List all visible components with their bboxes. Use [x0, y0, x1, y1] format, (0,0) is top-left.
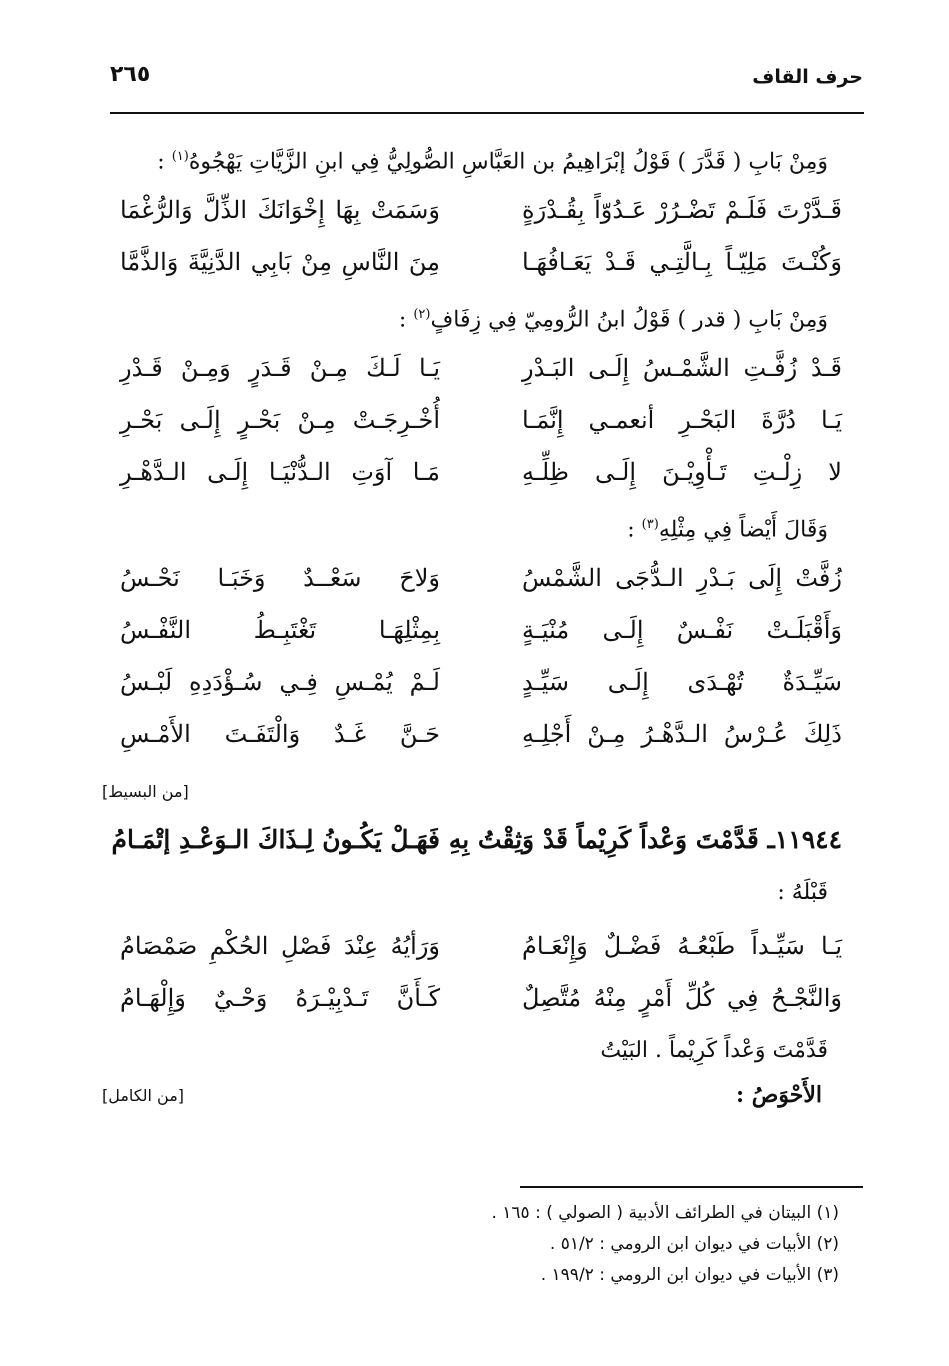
verse-second-hemistich: وَسَمَتْ بِهَا إِخْوَانَكَ الذِّلَّ وَالرُّغْمَا	[120, 196, 440, 224]
verse-line	[120, 342, 842, 394]
section-intro: وَقَالَ أَيْضاً فِي مِثْلِهِ$^{(٣)}$ :	[627, 517, 828, 543]
numbered-verse	[111, 814, 842, 866]
header-rule	[110, 112, 864, 114]
footnote: (٢) الأبيات في ديوان ابن الرومي : ٥١/٢ .	[549, 1234, 839, 1254]
poet-row	[102, 1078, 842, 1118]
verse-first-hemistich: قَـدْ زُفَّـتِ الشَّمْـسُ إِلَـى البَـدْرِ	[522, 354, 842, 382]
verse-first-hemistich: يَـا سَيِّـداً طَبْعُـهُ فَضْـلٌ وَإِنْعَـامُ	[522, 932, 842, 960]
verse-line	[120, 236, 842, 288]
verse-second-hemistich: يَـا لَـكَ مِـنْ قَـدَرٍ وَمِـنْ قَـدْرِ	[120, 354, 440, 382]
verse-line	[120, 184, 842, 236]
verse-first-hemistich: وَأَقْبَلَـتْ نَفْـسٌ إِلَـى مُنْيَـةٍ	[522, 616, 842, 644]
verse-line	[120, 656, 842, 708]
verse-second-hemistich: وَرَأيُهُ عِنْدَ فَصْلِ الحُكْمِ صَمْصَامُ	[120, 932, 440, 960]
spacer	[120, 760, 842, 774]
verse-first-hemistich: سَيِّـدَةٌ تُهْـدَى إِلَـى سَيِّـدٍ	[522, 668, 842, 696]
footnotes	[279, 1198, 839, 1291]
verse-first-hemistich: ذَلِكَ عُـرْسُ الـدَّهْـرُ مِـنْ أَجْلِـهِ	[522, 720, 842, 748]
page-body	[102, 130, 842, 1118]
verse-line	[120, 394, 842, 446]
verse-second-hemistich: مِنَ النَّاسِ مِنْ بَابِي الدَّنِيَّةَ وَالذَّمَّا	[120, 248, 440, 276]
footnote: (١) البيتان في الطرائف الأدبية ( الصولي ) : ١٦٥ .	[491, 1203, 839, 1223]
footnote: (٣) الأبيات في ديوان ابن الرومي : ١٩٩/٢ .	[540, 1265, 839, 1285]
page-number: ٢٦٥	[110, 62, 151, 87]
verse-second-hemistich: مَـا آوَتِ الـدُّنْيَـا إِلَـى الـدَّهْـرِ	[120, 458, 440, 486]
meter-row	[102, 774, 842, 814]
running-title: حرف القاف	[752, 66, 863, 88]
verse-line	[120, 552, 842, 604]
verse-first-hemistich: زُفَّتْ إِلَى بَـدْرِ الـدُّجَى الشَّمْسُ	[522, 564, 842, 592]
verse-first-hemistich: ١١٩٤٤ـ قَدَّمْتَ وَعْداً كَرِيْماً قَدْ وَثِقْتُ بِهِ	[448, 825, 842, 854]
poet-name: الأَحْوَصُ :	[735, 1082, 822, 1108]
footnote-ref[interactable]: (٢)	[413, 307, 431, 322]
closing-line: قَدَّمْتَ وَعْداً كَرِيْماً . البَيْتُ	[600, 1038, 828, 1063]
footnote-ref[interactable]: (١)	[171, 149, 189, 164]
section-intro: وَمِنْ بَابِ ( قَدَّرَ ) قَوْلُ إبْرَاهِيمُ بن العَبَّاسِ الصُّولِيُّ فِي ابنِ الزَّيَّاتِ يَهْجُوهُ$^{(١)}$ :	[157, 149, 828, 175]
verse-first-hemistich: يَـا دُرَّةَ البَحْـرِ أنعمـي إِنَّمَـا	[522, 406, 842, 434]
verse-second-hemistich: حَـنَّ غَـدٌ وَالْتَفَـتَ الأَمْـسِ	[120, 720, 440, 748]
verse-second-hemistich: أُخْـرِجَـتْ مِـنْ بَحْـرٍ إِلَـى بَحْـرِ	[120, 406, 440, 434]
section-intro: وَمِنْ بَابِ ( قدر ) قَوْلُ ابنُ الرُّومِيّ فِي زِفَافٍ$^{(٢)}$ :	[398, 307, 828, 333]
footnote-rule	[520, 1186, 863, 1188]
verse-line	[120, 920, 842, 972]
verse-first-hemistich: وَكُنْـتَ مَلِيّـاً بِـالَّتِـي قَـدْ يَعَـافُهَـا	[522, 248, 842, 276]
running-header	[110, 62, 863, 102]
meter-label: [من الكامل]	[102, 1086, 185, 1105]
verse-line	[120, 708, 842, 760]
meter-label: [من البسيط]	[102, 782, 189, 801]
verse-line	[120, 604, 842, 656]
verse-second-hemistich: لَـمْ يُمْـسِ فِـي سُـؤْدَدِهِ لَبْـسُ	[120, 668, 440, 696]
verse-first-hemistich: قَـدَّرْتَ فَلَـمْ تَضْـرُرْ عَـدُوّاً بِقُـدْرَةٍ	[522, 196, 842, 224]
verse-second-hemistich: كَـأَنَّ تَـدْبِيْـرَهُ وَحْـيٌ وَإِلْهَـامُ	[120, 984, 440, 1012]
verse-line	[120, 446, 842, 498]
verse-second-hemistich: بِمِثْلِهَـا تَغْتَبِـطُ النَّفْـسُ	[120, 616, 440, 644]
verse-first-hemistich: وَالنَّجْـحُ فِي كُلِّ أَمْرٍ مِنْهُ مُتَّصِلٌ	[522, 984, 842, 1012]
before-label: قَبْلَهُ :	[777, 880, 828, 905]
verse-first-hemistich: لا زِلْـتِ تَـأْوِيْـنَ إِلَـى ظِلِّـهِ	[522, 458, 842, 486]
verse-line	[120, 972, 842, 1024]
footnote-ref[interactable]: (٣)	[641, 517, 659, 532]
verse-second-hemistich: وَلاحَ سَعْــدٌ وَخَبَـا نَحْـسُ	[120, 564, 440, 592]
verse-second-hemistich: فَهَـلْ يَكُـونُ لِـذَاكَ الـوَعْـدِ إتْمَـامُ	[111, 825, 440, 854]
